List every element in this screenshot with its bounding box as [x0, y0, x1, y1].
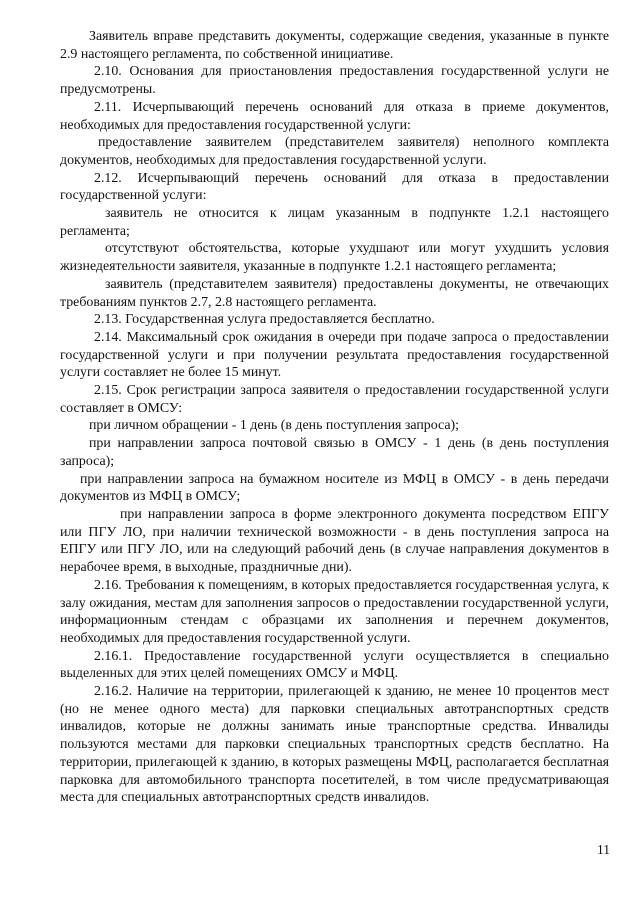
page-number: 11	[597, 842, 610, 857]
paragraph-2-16-2: 2.16.2. Наличие на территории, прилегающей к зданию, не менее 10 процентов мест (но не менее одного места) для парковки специальных автотранспортных средств инвалидов, которые не должны занимать иные транспортные средства. Инвалиды пользуются местами для парковки специальных транспортных средств бесплатно. На территории, прилегающей к зданию, в которых размещены МФЦ, располагается бесплатная парковка для автомобильного транспорта посетителей, в том числе предусматривающая места для специальных автотранспортных средств инвалидов.	[60, 684, 609, 806]
paragraph-2-12: 2.12. Исчерпывающий перечень оснований для отказа в предоставлении государственной услуги:	[60, 170, 609, 204]
paragraph-applicant-initiative: Заявитель вправе представить документы, содержащие сведения, указанные в пункте 2.9 настоящего регламента, по собственной инициативе.	[60, 29, 609, 62]
paragraph-invalid-documents: заявитель (представителем заявителя) предоставлены документы, не отвечающих требованиям пунктов 2.7, 2.8 настоящего регламента.	[60, 276, 609, 310]
paragraph-2-16-1: 2.16.1. Предоставление государственной услуги осуществляется в специально выделенных для этих целей помещениях ОМСУ и МФЦ.	[60, 648, 609, 682]
document-page	[60, 28, 609, 807]
paragraph-not-eligible: заявитель не относится к лицам указанным в подпункте 1.2.1 настоящего регламента;	[60, 206, 609, 239]
paragraph-electronic: при направлении запроса в форме электронного документа посредством ЕПГУ или ПГУ ЛО, при наличии технической возможности - в день поступления запроса на ЕПГУ или ПГУ ЛО, или на следующий рабочий день (в случае направления документов в нерабочее время, в выходные, праздничные дни).	[60, 506, 609, 576]
paragraph-2-10: 2.10. Основания для приостановления предоставления государственной услуги не предусмотрены.	[60, 64, 609, 98]
paragraph-incomplete-documents: предоставление заявителем (представителем заявителя) неполного комплекта документов, необходимых для предоставления государственной услуги.	[60, 135, 609, 168]
paragraph-2-14: 2.14. Максимальный срок ожидания в очереди при подаче запроса о предоставлении государственной услуги и при получении результата предоставления государственной услуги составляет не более 15 минут.	[60, 329, 609, 381]
paragraph-2-16: 2.16. Требования к помещениям, в которых предоставляется государственная услуга, к залу ожидания, местам для заполнения запросов о предоставлении государственной услуги, информационным стендам с образцами их заполнения и перечнем документов, необходимых для предоставления государственной услуги.	[60, 577, 609, 646]
paragraph-personal-visit: при личном обращении - 1 день (в день поступления запроса);	[89, 418, 460, 434]
paragraph-2-15: 2.15. Срок регистрации запроса заявителя о предоставлении государственной услуги составляет в ОМСУ:	[60, 383, 609, 416]
paragraph-postal: при направлении запроса почтовой связью в ОМСУ - 1 день (в день поступления запроса);	[60, 436, 609, 469]
paragraph-2-11: 2.11. Исчерпывающий перечень оснований для отказа в приеме документов, необходимых для предоставления государственной услуги:	[60, 99, 609, 133]
paragraph-no-circumstances: отсутствуют обстоятельства, которые ухудшают или могут ухудшить условия жизнедеятельности заявителя, указанные в подпункте 1.2.1 настоящего регламента;	[60, 241, 609, 275]
paragraph-mfc-paper: при направлении запроса на бумажном носителе из МФЦ в ОМСУ - в день передачи документов из МФЦ в ОМСУ;	[60, 471, 609, 505]
paragraph-2-13: 2.13. Государственная услуга предоставляется бесплатно.	[94, 312, 435, 328]
